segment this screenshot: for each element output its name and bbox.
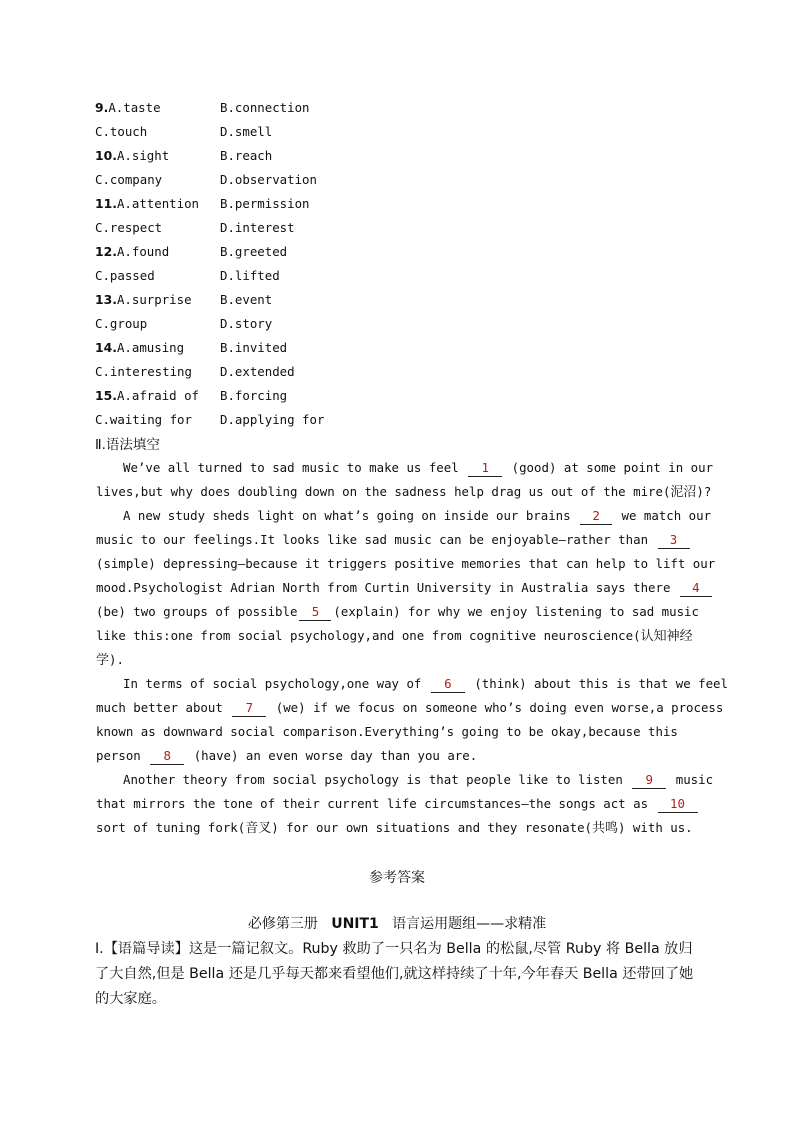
- option-row: [95, 288, 273, 312]
- passage-text: known as downward social comparison.Everything’s going to be okay,because this: [96, 724, 678, 739]
- passage-text: )?: [696, 484, 712, 499]
- option-b: B.connection: [220, 100, 310, 115]
- blank-7[interactable]: 7: [232, 700, 266, 717]
- option-row: [95, 144, 273, 168]
- option-c: C.interesting: [95, 364, 192, 379]
- question-number: 13.: [95, 292, 117, 307]
- option-a: A.afraid of: [116, 388, 200, 403]
- blank-9[interactable]: 9: [632, 772, 666, 789]
- passage-line: [96, 720, 678, 744]
- passage-text: (have) an even worse day than you are.: [193, 748, 478, 763]
- passage-text: much better about: [96, 700, 223, 715]
- passage-line: [123, 504, 711, 528]
- option-row: [95, 360, 295, 384]
- passage-line: [96, 624, 693, 648]
- passage-text: (simple) depressing—because it triggers positive memories that can help to lift our: [96, 556, 716, 571]
- option-b: B.permission: [220, 196, 310, 211]
- option-d: D.interest: [220, 220, 295, 235]
- blank-2[interactable]: 2: [580, 508, 612, 525]
- passage-line: [96, 600, 699, 624]
- passage-gloss: 认知神经: [640, 629, 693, 644]
- option-c: C.respect: [95, 220, 163, 235]
- passage-text: (good) at some point in our: [511, 460, 714, 475]
- option-row: [95, 96, 310, 120]
- blank-3[interactable]: 3: [658, 532, 690, 549]
- passage-line: [123, 456, 713, 480]
- passage-text: sort of tuning fork(: [96, 820, 246, 835]
- option-row: [95, 240, 288, 264]
- blank-4[interactable]: 4: [680, 580, 712, 597]
- passage-line: [96, 528, 692, 552]
- option-row: [95, 336, 288, 360]
- passage-line: [96, 552, 715, 576]
- option-row: [95, 216, 295, 240]
- passage-text: music to our feelings.It looks like sad music can be enjoyable—rather than: [96, 532, 649, 547]
- unit-book: 必修第三册: [247, 916, 318, 932]
- passage-line: [123, 768, 713, 792]
- passage-text: we match our: [621, 508, 712, 523]
- passage-gloss: 共鸣: [592, 821, 619, 836]
- section-title: Ⅱ.语法填空: [95, 437, 160, 453]
- option-b: B.forcing: [220, 388, 288, 403]
- passage-line: [96, 576, 714, 600]
- blank-8[interactable]: 8: [150, 748, 184, 765]
- option-a: A.taste: [108, 100, 161, 115]
- blank-1[interactable]: 1: [468, 460, 502, 477]
- passage-text: (think) about this is that we feel: [474, 676, 728, 691]
- question-number: 14.: [95, 340, 117, 355]
- option-b: B.reach: [220, 148, 273, 163]
- blank-6[interactable]: 6: [431, 676, 465, 693]
- option-row: [95, 408, 325, 432]
- option-row: [95, 312, 273, 336]
- passage-line: [96, 480, 711, 504]
- question-number: 11.: [95, 196, 117, 211]
- passage-text: (we) if we focus on someone who’s doing even worse,a process: [275, 700, 724, 715]
- question-number: 10.: [95, 148, 117, 163]
- option-c: C.waiting for: [95, 412, 192, 427]
- option-c: C.touch: [95, 124, 148, 139]
- option-c: C.group: [95, 316, 148, 331]
- question-number: 9.: [95, 100, 109, 115]
- option-c: C.company: [95, 172, 163, 187]
- unit-topic: 语言运用题组——求精准: [392, 916, 547, 932]
- option-row: [95, 384, 288, 408]
- option-c: C.passed: [95, 268, 155, 283]
- passage-line: [96, 816, 693, 840]
- option-b: B.invited: [220, 340, 288, 355]
- passage-gloss: 泥沼: [670, 485, 697, 500]
- reading-guide: [95, 937, 700, 1012]
- passage-text: music: [675, 772, 714, 787]
- passage-text: like this:one from social psychology,and one from cognitive neuroscience(: [96, 628, 641, 643]
- passage-text: ) with us.: [618, 820, 693, 835]
- passage-text: ).: [109, 652, 124, 667]
- option-d: D.extended: [220, 364, 295, 379]
- blank-10[interactable]: 10: [658, 796, 698, 813]
- passage-line: [96, 648, 124, 672]
- answers-title: 参考答案: [369, 870, 425, 886]
- option-row: [95, 168, 317, 192]
- unit-title: [0, 912, 794, 936]
- option-a: A.sight: [116, 148, 170, 163]
- option-a: A.found: [116, 244, 170, 259]
- passage-line: [96, 792, 700, 816]
- option-row: [95, 264, 280, 288]
- blank-5[interactable]: 5: [299, 604, 331, 621]
- option-b: B.greeted: [220, 244, 288, 259]
- guide-label: Ⅰ.【语篇导读】: [95, 941, 189, 957]
- passage-text: A new study sheds light on what’s going on inside our brains: [123, 508, 571, 523]
- passage-text: mood.Psychologist Adrian North from Curtin University in Australia says there: [96, 580, 671, 595]
- option-a: A.amusing: [116, 340, 185, 355]
- passage-line: [123, 672, 728, 696]
- passage-text: Another theory from social psychology is that people like to listen: [123, 772, 623, 787]
- passage-line: [96, 696, 723, 720]
- passage-text: that mirrors the tone of their current life circumstances—the songs act as: [96, 796, 649, 811]
- passage-line: [96, 744, 477, 768]
- question-number: 12.: [95, 244, 117, 259]
- option-a: A.attention: [116, 196, 200, 211]
- passage-gloss: 音叉: [245, 821, 272, 836]
- passage-text: ) for our own situations and they resonate(: [271, 820, 592, 835]
- question-number: 15.: [95, 388, 117, 403]
- option-d: D.lifted: [220, 268, 280, 283]
- passage-text: (explain) for why we enjoy listening to sad music: [333, 604, 699, 619]
- guide-text: 这是一篇记叙文。Ruby 救助了一只名为 Bella 的松鼠,尽管 Ruby 将 Bella 放归了大自然,但是 Bella 还是几乎每天都来看望他们,就这样持续了十年,今年春天 Bella 还带回了她的大家庭。: [95, 941, 694, 1007]
- option-row: [95, 192, 310, 216]
- unit-number: UNIT1: [331, 916, 379, 932]
- passage-text: lives,but why does doubling down on the sadness help drag us out of the mire(: [96, 484, 671, 499]
- option-d: D.observation: [220, 172, 317, 187]
- option-a: A.surprise: [116, 292, 192, 307]
- option-row: [95, 120, 273, 144]
- passage-gloss: 学: [96, 653, 110, 668]
- option-b: B.event: [220, 292, 273, 307]
- option-d: D.applying for: [220, 412, 325, 427]
- option-d: D.story: [220, 316, 273, 331]
- option-d: D.smell: [220, 124, 273, 139]
- passage-text: We’ve all turned to sad music to make us feel: [123, 460, 459, 475]
- passage-text: person: [96, 748, 141, 763]
- passage-text: (be) two groups of possible: [96, 604, 298, 619]
- passage-text: In terms of social psychology,one way of: [123, 676, 422, 691]
